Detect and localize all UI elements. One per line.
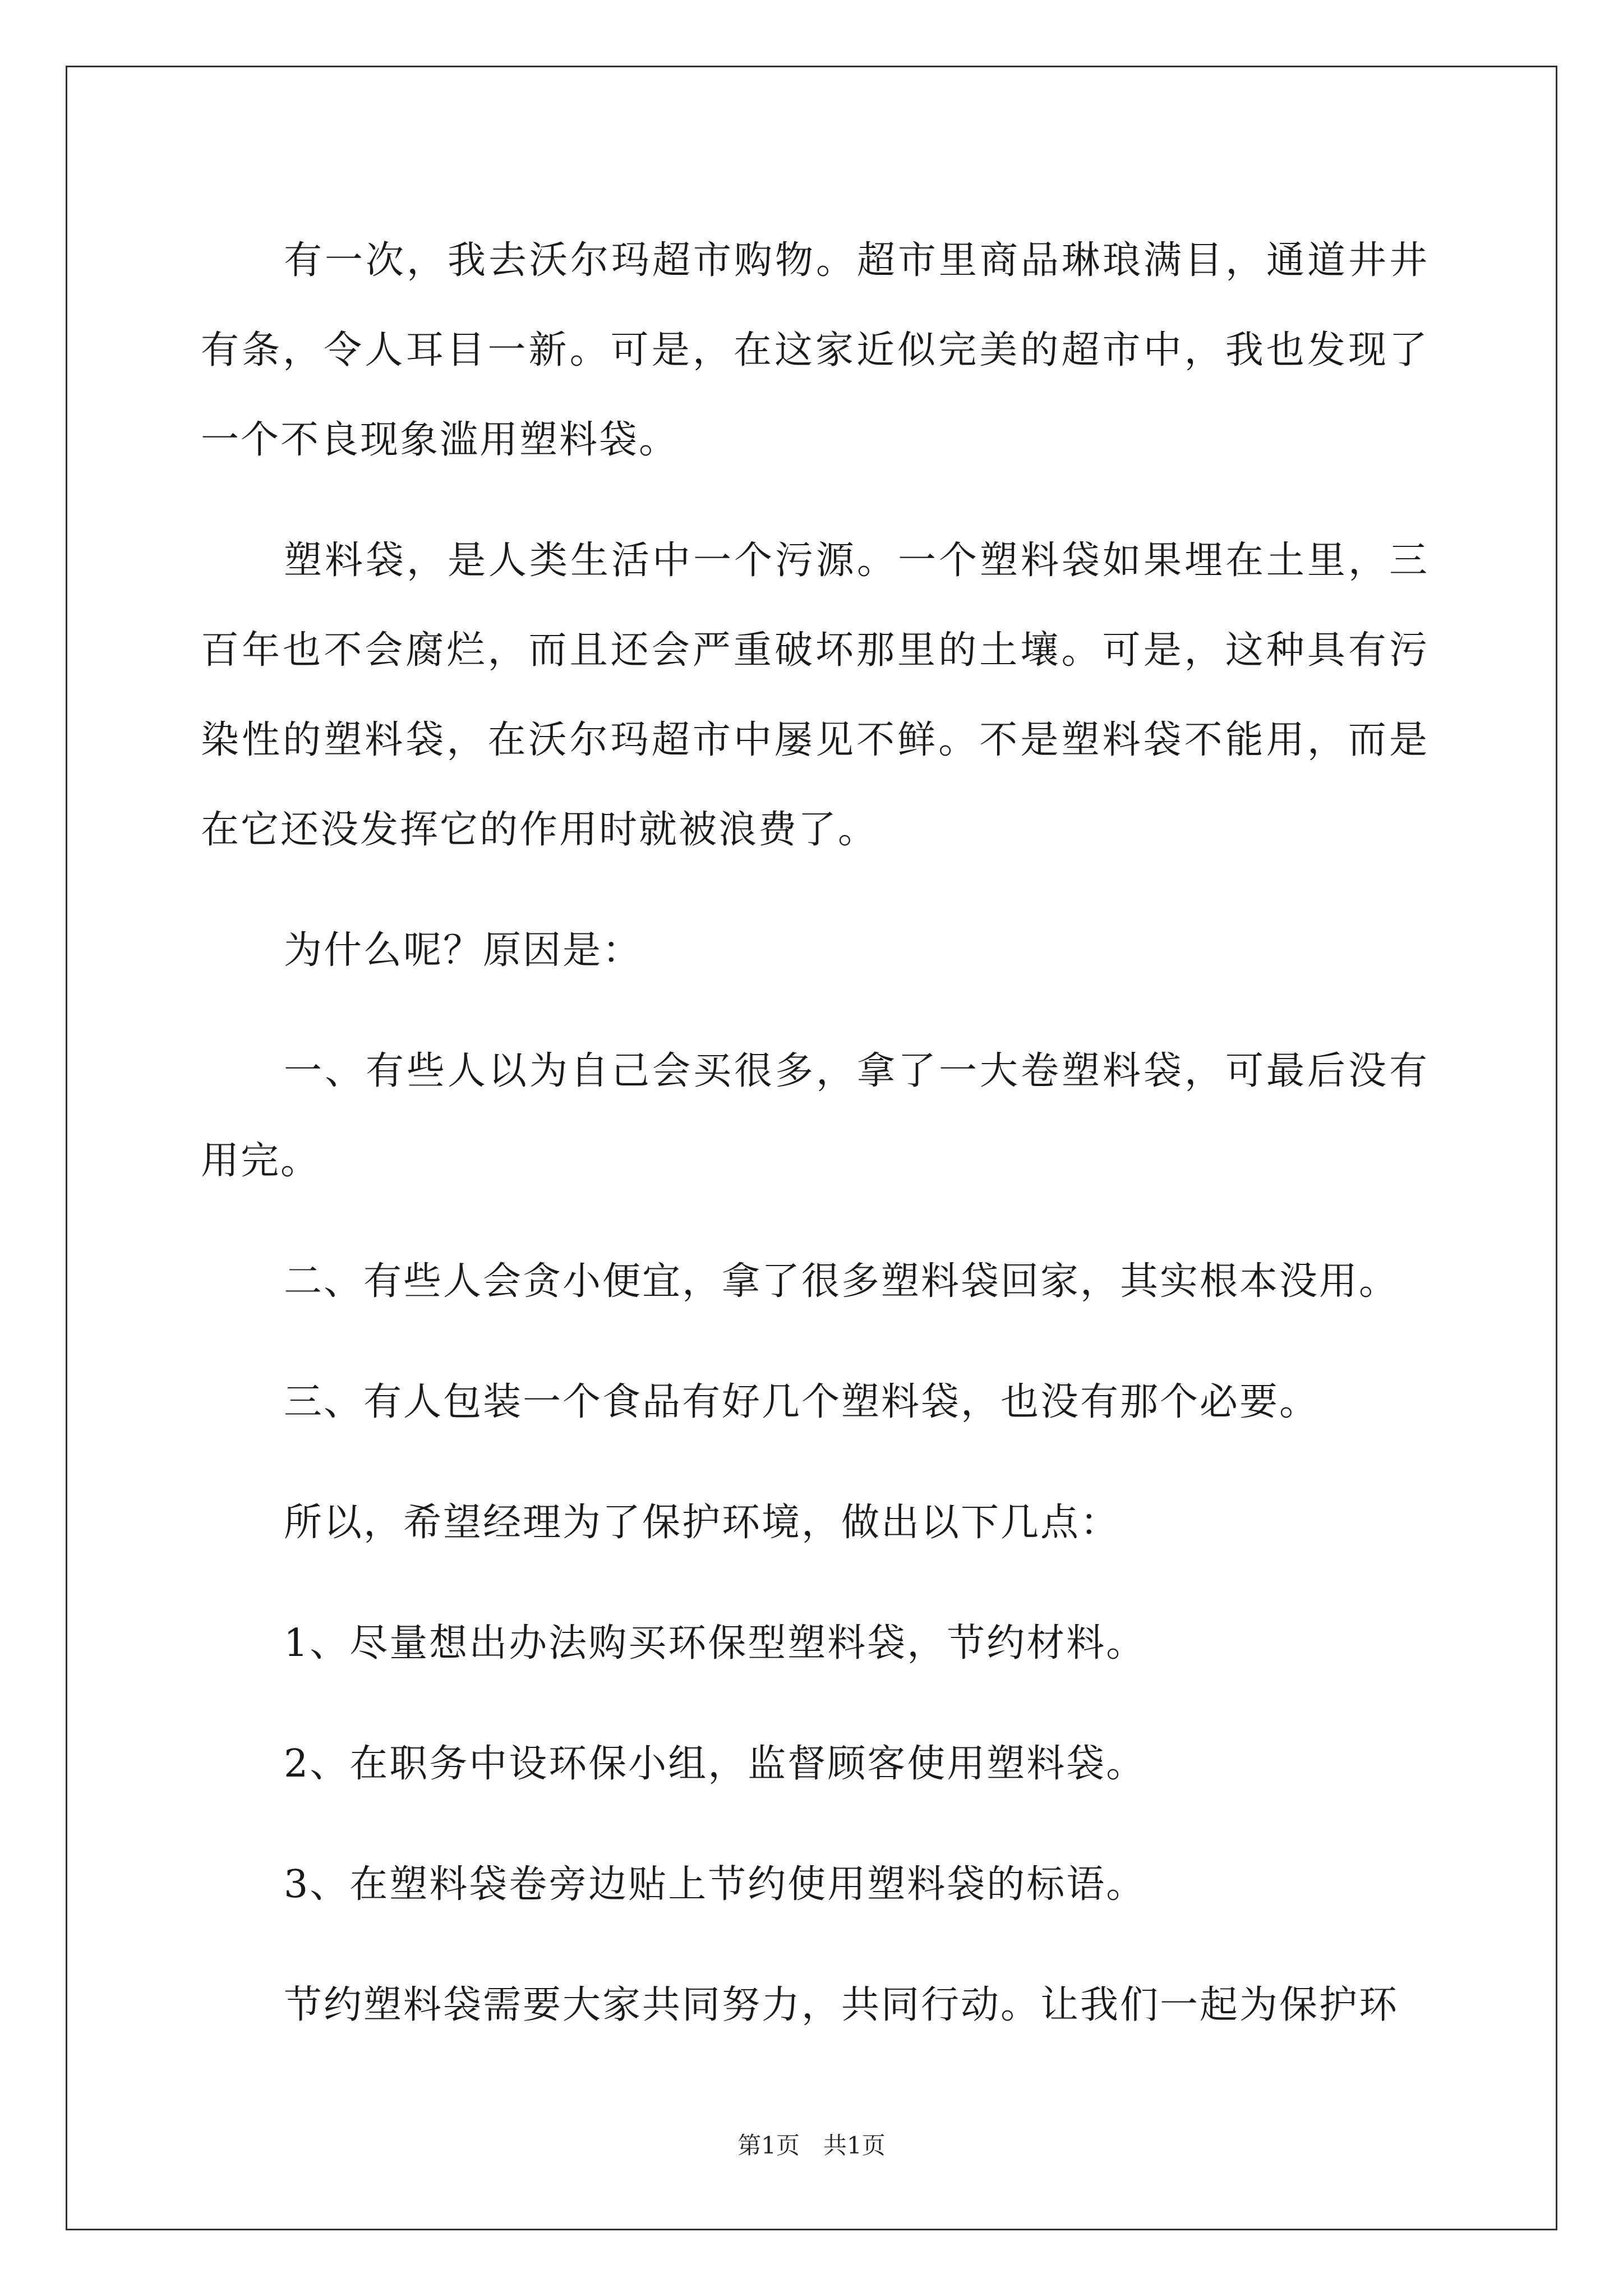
paragraph-3: 为什么呢？原因是： bbox=[284, 928, 643, 973]
paragraph-2: 塑料袋，是人类生活中一个污源。一个塑料袋如果埋在土里，三百年也不会腐烂，而且还会严重破坏那里的土壤。可是，这种具有污染性的塑料袋，在沃尔玛超市中屡见不鲜。不是塑料袋不能用，而是在它还没发挥它的作用时就被浪费了。 bbox=[201, 539, 1429, 852]
paragraph-1: 有一次，我去沃尔玛超市购物。超市里商品琳琅满目，通道井井有条，令人耳目一新。可是，在这家近似完美的超市中，我也发现了一个不良现象滥用塑料袋。 bbox=[201, 238, 1429, 462]
paragraph-4: 一、有些人以为自己会买很多，拿了一大卷塑料袋，可最后没有用完。 bbox=[201, 1049, 1429, 1183]
paragraph-9: 2、在职务中设环保小组，监督顾客使用塑料袋。 bbox=[284, 1742, 1146, 1786]
paragraph-6: 三、有人包装一个食品有好几个塑料袋，也没有那个必要。 bbox=[284, 1380, 1320, 1424]
paragraph-7: 所以，希望经理为了保护环境，做出以下几点： bbox=[284, 1501, 1121, 1545]
paragraph-10: 3、在塑料袋卷旁边贴上节约使用塑料袋的标语。 bbox=[284, 1862, 1146, 1907]
document-body bbox=[201, 216, 1429, 2081]
page-footer: 第1页 共1页 bbox=[737, 2132, 886, 2159]
paragraph-8: 1、尽量想出办法购买环保型塑料袋，节约材料。 bbox=[284, 1621, 1146, 1665]
paragraph-5: 二、有些人会贪小便宜，拿了很多塑料袋回家，其实根本没用。 bbox=[284, 1259, 1399, 1304]
paragraph-11: 节约塑料袋需要大家共同努力，共同行动。让我们一起为保护环 bbox=[284, 1983, 1399, 2027]
